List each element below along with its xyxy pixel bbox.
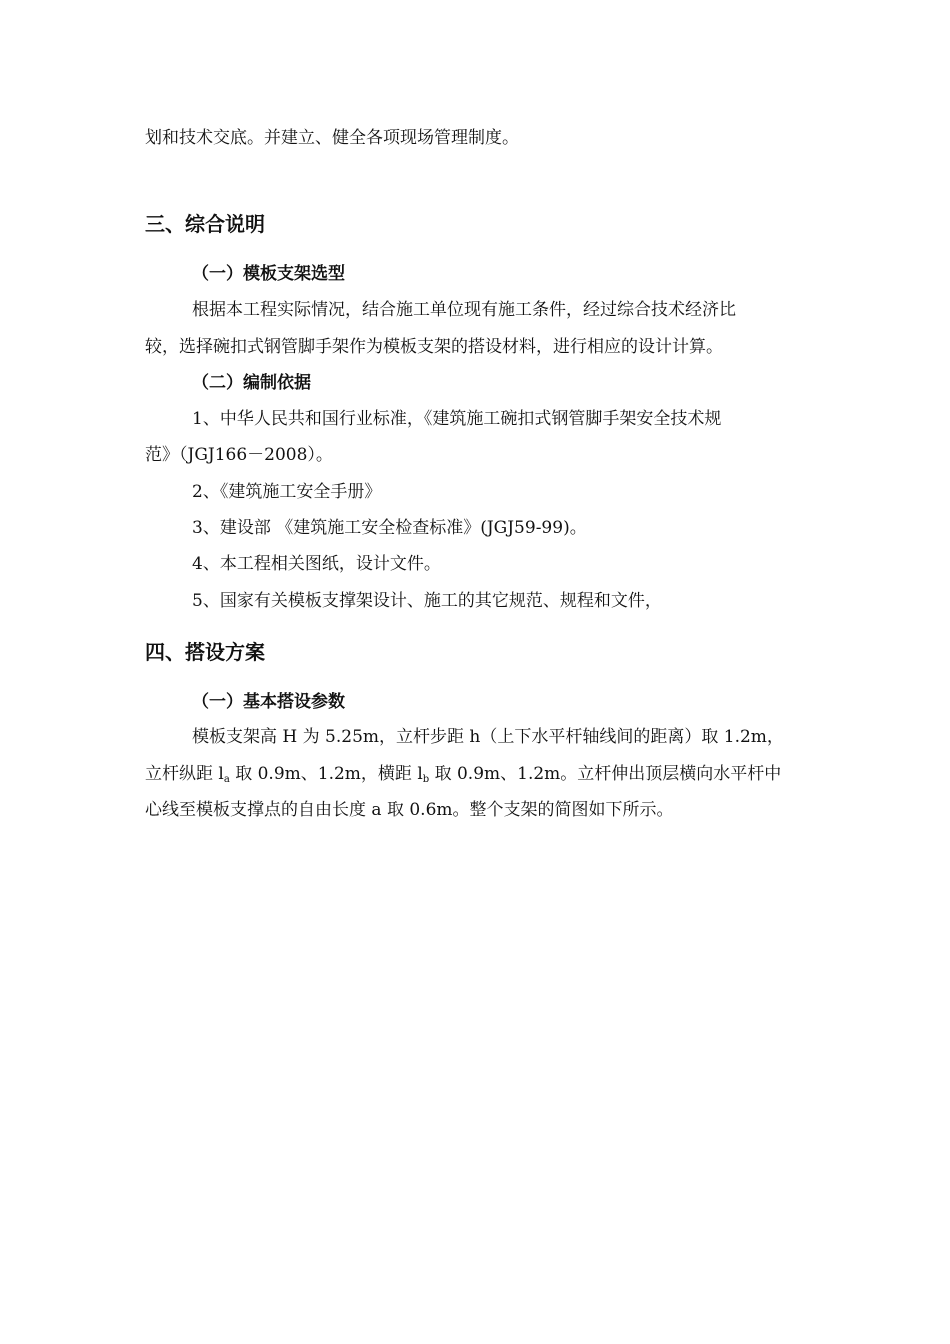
text-run: 取 0.9m、1.2m。立杆伸出顶层横向水平杆中 (429, 764, 782, 784)
list-item: 2、《建筑施工安全手册》 (192, 482, 382, 502)
list-item-continuation: 范》（JGJ166－2008）。 (145, 445, 333, 465)
paragraph-line (145, 762, 781, 792)
list-item: 4、本工程相关图纸，设计文件。 (192, 554, 441, 574)
subscript-b: b (422, 774, 430, 785)
section-3-heading: 三、综合说明 (145, 212, 265, 236)
list-item: 3、建设部 《建筑施工安全检查标准》(JGJ59-99)。 (192, 518, 587, 538)
subscript-a: a (223, 774, 230, 785)
text-run: 取 0.9m、1.2m，横距 l (229, 764, 423, 784)
section-3-2-heading: （二）编制依据 (192, 373, 311, 393)
list-item: 5、国家有关模板支撑架设计、施工的其它规范、规程和文件， (192, 591, 662, 611)
paragraph-line: 根据本工程实际情况，结合施工单位现有施工条件，经过综合技术经济比 (192, 300, 736, 320)
list-item: 1、中华人民共和国行业标准，《建筑施工碗扣式钢管脚手架安全技术规 (192, 409, 722, 429)
section-4-heading: 四、搭设方案 (145, 640, 265, 664)
paragraph-line: 心线至模板支撑点的自由长度 a 取 0.6m。整个支架的简图如下所示。 (145, 800, 674, 820)
paragraph-line: 较，选择碗扣式钢管脚手架作为模板支架的搭设材料，进行相应的设计计算。 (145, 337, 723, 357)
intro-text-line: 划和技术交底。并建立、健全各项现场管理制度。 (145, 128, 519, 148)
section-4-1-heading: （一）基本搭设参数 (192, 692, 345, 712)
text-run: 立杆纵距 l (145, 764, 224, 784)
paragraph-line: 模板支架高 H 为 5.25m，立杆步距 h（上下水平杆轴线间的距离）取 1.2m， (192, 727, 784, 747)
section-3-1-heading: （一）模板支架选型 (192, 264, 345, 284)
